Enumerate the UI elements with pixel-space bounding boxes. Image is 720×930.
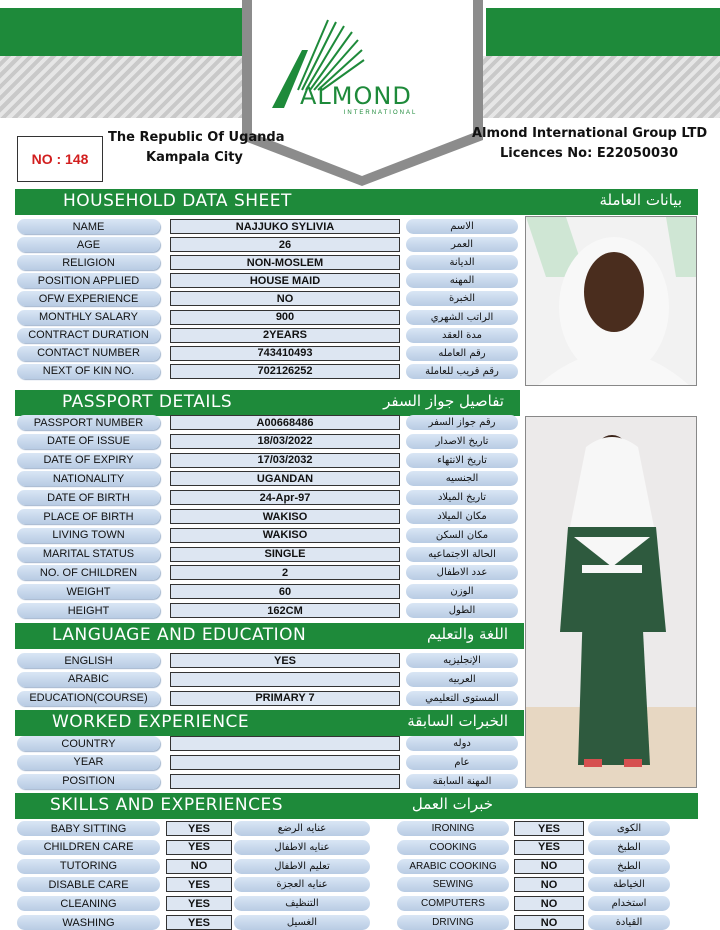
household-value: 26 <box>170 237 400 252</box>
worked-label: POSITION <box>17 774 160 789</box>
passport-value: WAKISO <box>170 528 400 543</box>
language-label-ar: المستوى التعليمي <box>406 691 518 706</box>
passport-label-ar: تاريخ الميلاد <box>406 490 518 505</box>
passport-label-ar: تاريخ الانتهاء <box>406 453 518 468</box>
household-title-ar: بيانات العاملة <box>599 191 682 209</box>
language-value <box>170 672 400 687</box>
passport-value: UGANDAN <box>170 471 400 486</box>
city-heading: Kampala City <box>146 150 243 165</box>
skills-section-bar <box>15 793 698 819</box>
household-label-ar: العمر <box>406 237 518 252</box>
language-value: YES <box>170 653 400 668</box>
skill-value-right: YES <box>514 840 584 855</box>
passport-label: DATE OF BIRTH <box>17 490 160 505</box>
passport-label-ar: تاريخ الاصدار <box>406 434 518 449</box>
passport-label-ar: عدد الاطفال <box>406 565 518 580</box>
passport-label-ar: مكان الميلاد <box>406 509 518 524</box>
skill-label-left-ar: الغسيل <box>234 915 370 930</box>
licence-number: Licences No: E22050030 <box>500 146 679 161</box>
skill-label-left: DISABLE CARE <box>17 877 160 892</box>
skill-label-left-ar: عنايه الرضع <box>234 821 370 836</box>
passport-label: PASSPORT NUMBER <box>17 415 160 430</box>
skill-label-left-ar: عنايه العجزة <box>234 877 370 892</box>
skill-label-right: COOKING <box>397 840 509 855</box>
household-label: CONTACT NUMBER <box>17 346 160 361</box>
household-section-bar <box>15 189 698 215</box>
passport-label: NATIONALITY <box>17 471 160 486</box>
portrait-photo <box>525 216 697 386</box>
language-section-bar <box>15 623 524 649</box>
household-label: OFW EXPERIENCE <box>17 291 160 306</box>
household-label: CONTRACT DURATION <box>17 328 160 343</box>
passport-title-ar: تفاصيل جواز السفر <box>383 392 504 410</box>
worked-label-ar: المهنة السابقة <box>406 774 518 789</box>
passport-value: SINGLE <box>170 547 400 562</box>
household-label-ar: رقم قريب للعاملة <box>406 364 518 379</box>
household-value: NAJJUKO SYLIVIA <box>170 219 400 234</box>
portrait-photo-image <box>526 217 697 386</box>
skill-label-right: COMPUTERS <box>397 896 509 911</box>
worked-label-ar: دوله <box>406 736 518 751</box>
skill-value-left: NO <box>166 859 232 874</box>
skill-label-right: ARABIC COOKING <box>397 859 509 874</box>
top-green-band-left <box>0 8 253 56</box>
skill-value-right: NO <box>514 896 584 911</box>
skills-title-ar: خبرات العمل <box>411 795 493 813</box>
skill-label-right: DRIVING <box>397 915 509 930</box>
passport-label: NO. OF CHILDREN <box>17 565 160 580</box>
top-green-band-right <box>486 8 720 56</box>
passport-label: PLACE OF BIRTH <box>17 509 160 524</box>
skill-label-right-ar: الخياطة <box>588 877 670 892</box>
worked-value <box>170 736 400 751</box>
household-value: NO <box>170 291 400 306</box>
passport-label-ar: الحالة الاجتماعيه <box>406 547 518 562</box>
skills-title: SKILLS AND EXPERIENCES <box>50 795 283 815</box>
language-title-ar: اللغة والتعليم <box>427 625 508 643</box>
logo-subtitle: INTERNATIONAL <box>343 110 418 116</box>
household-label: NAME <box>17 219 160 234</box>
worked-value <box>170 774 400 789</box>
top-stripe-right <box>470 56 720 118</box>
full-body-photo <box>525 416 697 788</box>
passport-label: MARITAL STATUS <box>17 547 160 562</box>
passport-value: 2 <box>170 565 400 580</box>
skill-label-right-ar: الطبخ <box>588 840 670 855</box>
passport-section-bar <box>15 390 520 416</box>
skill-value-right: NO <box>514 877 584 892</box>
skill-label-right: IRONING <box>397 821 509 836</box>
passport-value: 24-Apr-97 <box>170 490 400 505</box>
skill-value-right: YES <box>514 821 584 836</box>
full-body-photo-image <box>526 417 697 788</box>
skill-label-right-ar: الكوى <box>588 821 670 836</box>
skill-value-left: YES <box>166 915 232 930</box>
skill-value-left: YES <box>166 877 232 892</box>
passport-value: 60 <box>170 584 400 599</box>
household-label: POSITION APPLIED <box>17 273 160 288</box>
language-title: LANGUAGE AND EDUCATION <box>52 625 307 645</box>
passport-value: 162CM <box>170 603 400 618</box>
worked-label: YEAR <box>17 755 160 770</box>
household-label-ar: الديانة <box>406 255 518 270</box>
skill-label-right-ar: الطبخ <box>588 859 670 874</box>
household-label-ar: المهنه <box>406 273 518 288</box>
skill-label-left: TUTORING <box>17 859 160 874</box>
household-label-ar: الخبرة <box>406 291 518 306</box>
passport-value: A00668486 <box>170 415 400 430</box>
household-label: NEXT OF KIN NO. <box>17 364 160 379</box>
passport-label: DATE OF ISSUE <box>17 434 160 449</box>
household-label-ar: مدة العقد <box>406 328 518 343</box>
skill-label-right-ar: القيادة <box>588 915 670 930</box>
household-title: HOUSEHOLD DATA SHEET <box>63 191 292 211</box>
passport-title: PASSPORT DETAILS <box>62 392 233 412</box>
passport-value: 18/03/2022 <box>170 434 400 449</box>
document-number: NO : 148 <box>17 136 103 182</box>
household-label-ar: الاسم <box>406 219 518 234</box>
household-value: 702126252 <box>170 364 400 379</box>
passport-label-ar: مكان السكن <box>406 528 518 543</box>
household-label-ar: الراتب الشهري <box>406 310 518 325</box>
household-value: 900 <box>170 310 400 325</box>
skill-label-right: SEWING <box>397 877 509 892</box>
skill-label-right-ar: استخدام <box>588 896 670 911</box>
household-value: HOUSE MAID <box>170 273 400 288</box>
company-name: Almond International Group LTD <box>472 126 708 141</box>
logo-wordmark: ALMOND <box>300 82 412 110</box>
worked-section-bar <box>15 710 524 736</box>
passport-label-ar: الوزن <box>406 584 518 599</box>
passport-label: LIVING TOWN <box>17 528 160 543</box>
skill-value-right: NO <box>514 915 584 930</box>
language-label: ARABIC <box>17 672 160 687</box>
language-label-ar: العربيه <box>406 672 518 687</box>
passport-label-ar: رقم جواز السفر <box>406 415 518 430</box>
republic-heading: The Republic Of Uganda <box>108 130 285 145</box>
skill-value-left: YES <box>166 840 232 855</box>
passport-value: 17/03/2032 <box>170 453 400 468</box>
passport-label: DATE OF EXPIRY <box>17 453 160 468</box>
language-label: EDUCATION(COURSE) <box>17 691 160 706</box>
worked-value <box>170 755 400 770</box>
skill-label-left: BABY SITTING <box>17 821 160 836</box>
household-label: RELIGION <box>17 255 160 270</box>
skill-value-right: NO <box>514 859 584 874</box>
worked-title: WORKED EXPERIENCE <box>52 712 250 732</box>
household-label: AGE <box>17 237 160 252</box>
skill-value-left: YES <box>166 896 232 911</box>
skill-label-left: WASHING <box>17 915 160 930</box>
skill-label-left: CLEANING <box>17 896 160 911</box>
language-value: PRIMARY 7 <box>170 691 400 706</box>
passport-value: WAKISO <box>170 509 400 524</box>
household-label: MONTHLY SALARY <box>17 310 160 325</box>
language-label: ENGLISH <box>17 653 160 668</box>
top-stripe-left <box>0 56 253 118</box>
passport-label: HEIGHT <box>17 603 160 618</box>
language-label-ar: الإنجليزيه <box>406 653 518 668</box>
skill-label-left-ar: تعليم الاطفال <box>234 859 370 874</box>
passport-label: WEIGHT <box>17 584 160 599</box>
household-value: NON-MOSLEM <box>170 255 400 270</box>
worked-title-ar: الخبرات السابقة <box>407 712 508 730</box>
worked-label-ar: عام <box>406 755 518 770</box>
passport-label-ar: الجنسيه <box>406 471 518 486</box>
household-label-ar: رقم العامله <box>406 346 518 361</box>
skill-label-left-ar: عنايه الاطفال <box>234 840 370 855</box>
worked-label: COUNTRY <box>17 736 160 751</box>
household-value: 2YEARS <box>170 328 400 343</box>
skill-value-left: YES <box>166 821 232 836</box>
household-value: 743410493 <box>170 346 400 361</box>
skill-label-left-ar: التنظيف <box>234 896 370 911</box>
skill-label-left: CHILDREN CARE <box>17 840 160 855</box>
passport-label-ar: الطول <box>406 603 518 618</box>
